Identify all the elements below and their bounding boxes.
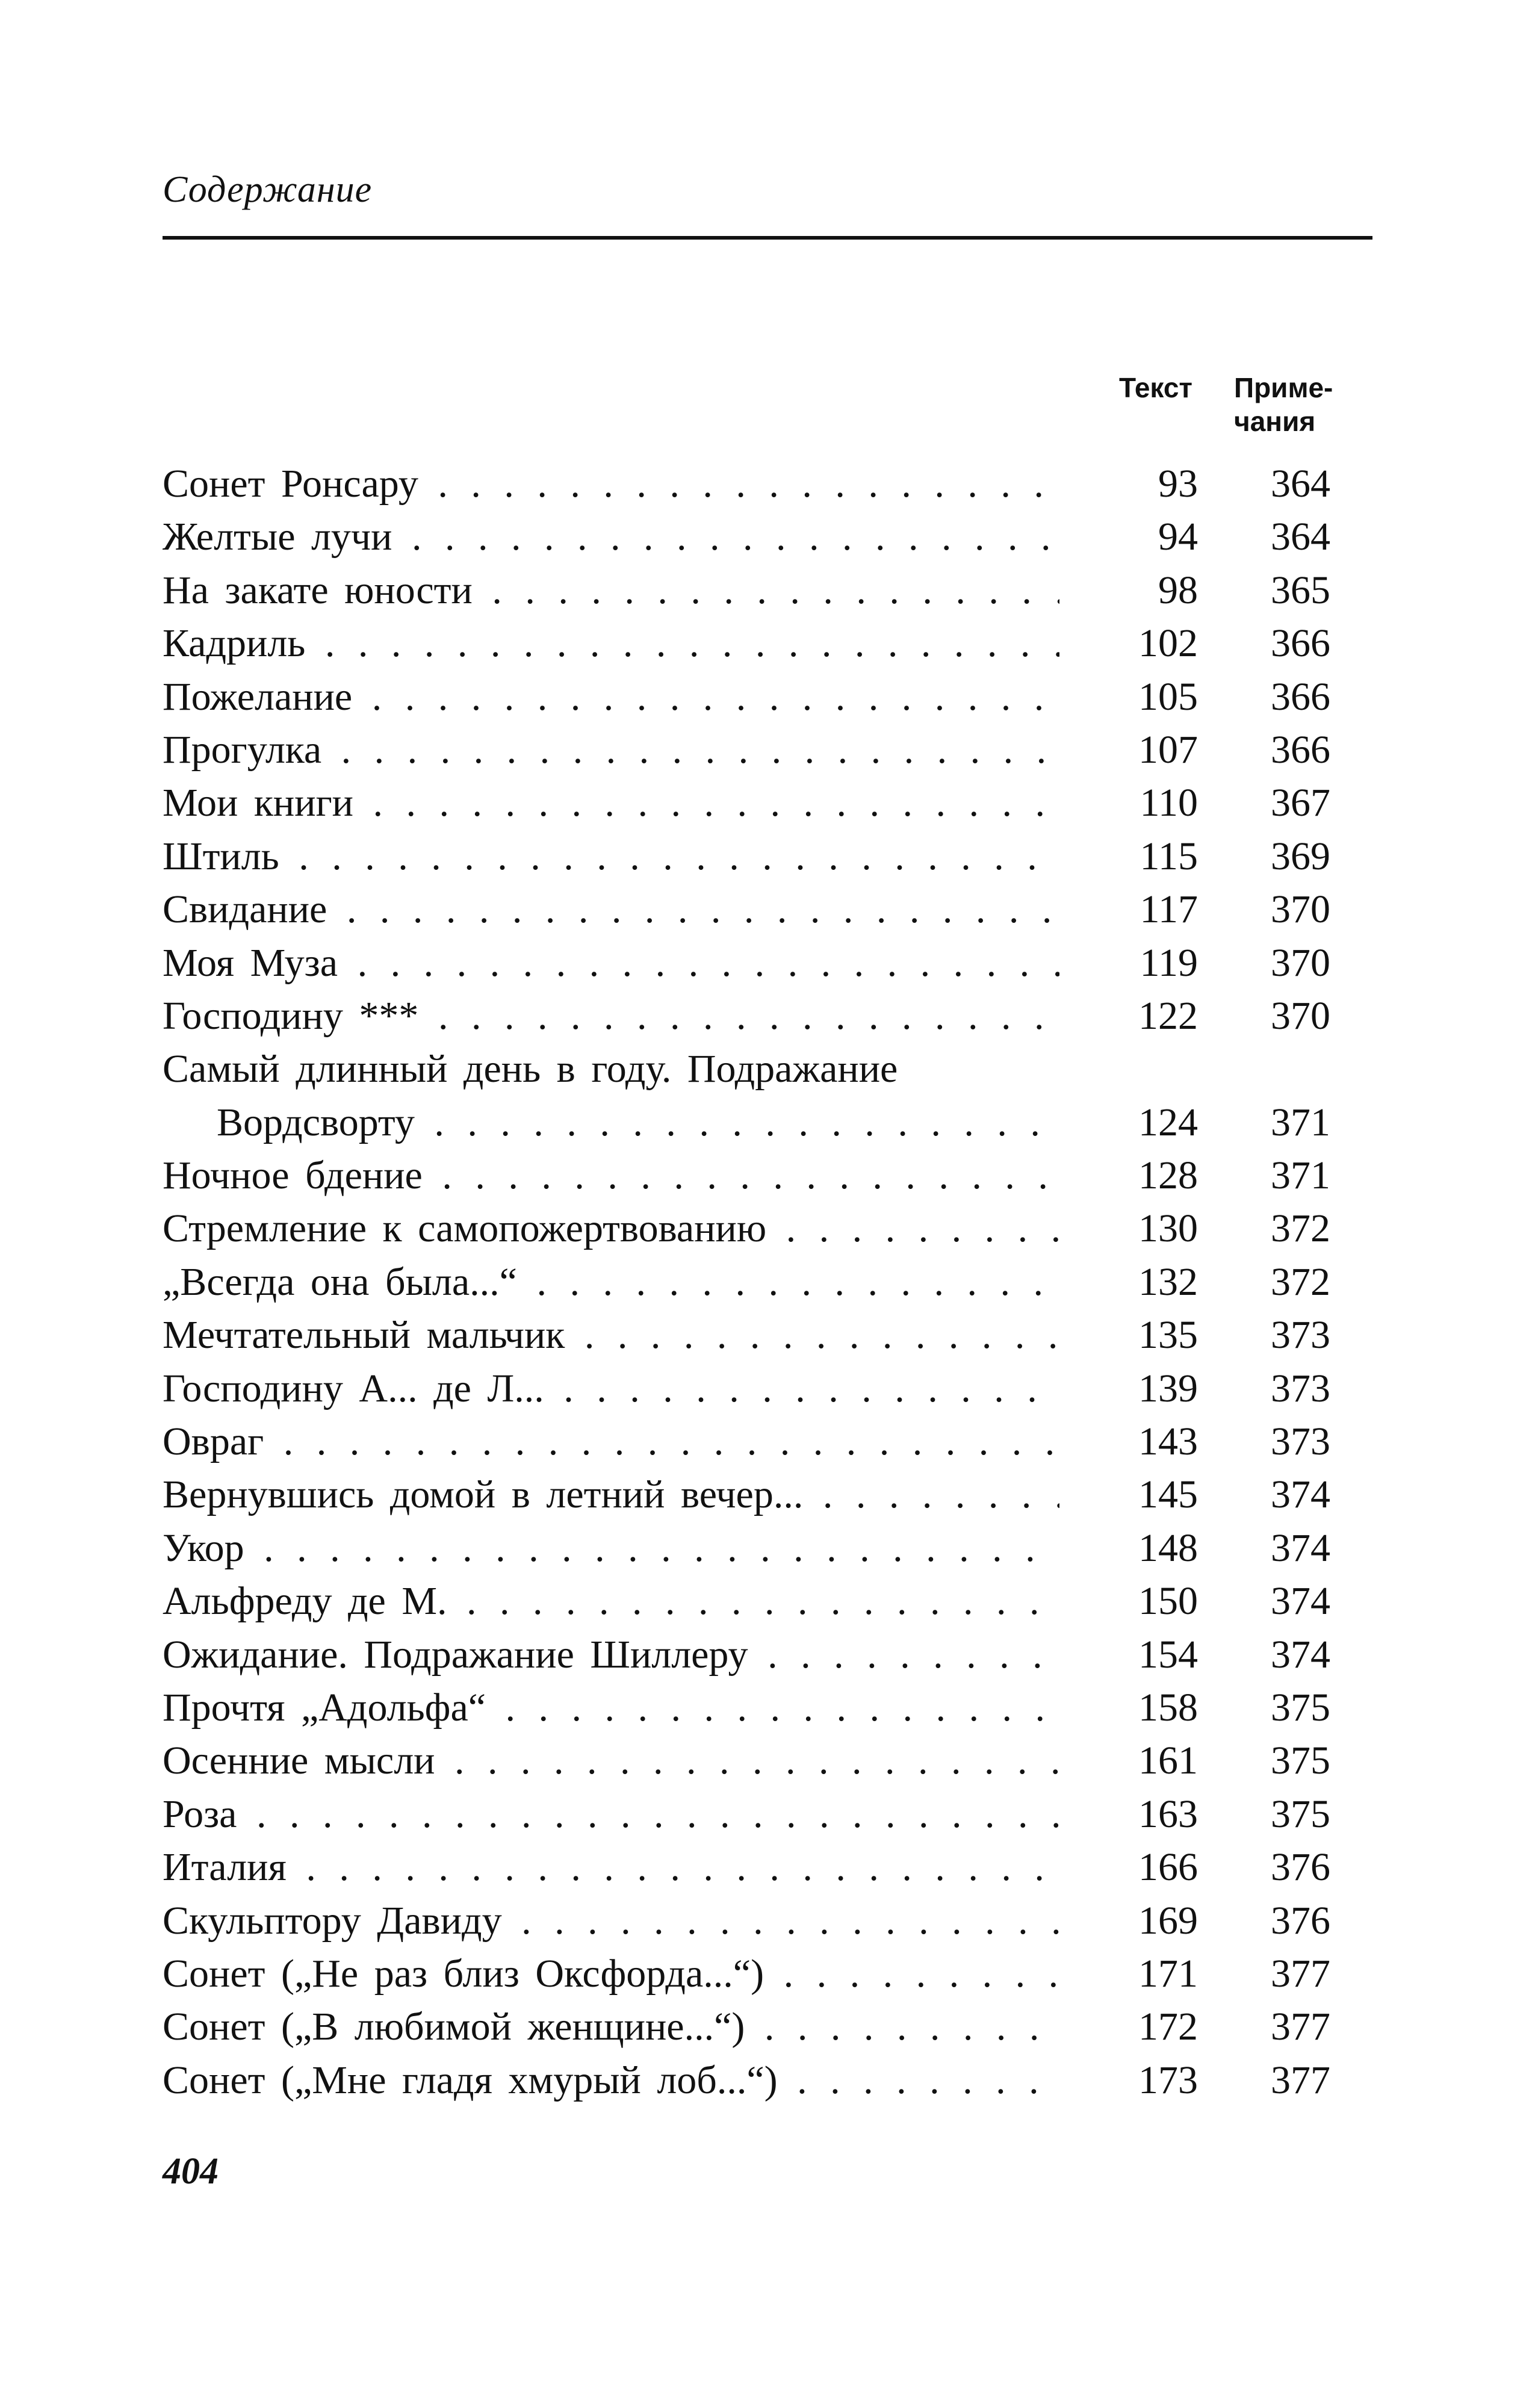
column-header-text: Текст xyxy=(1119,372,1192,403)
toc-entry xyxy=(163,671,1366,724)
toc-entry-notes-page: 371 xyxy=(1271,1100,1330,1144)
toc-entry-text-page: 148 xyxy=(1138,1525,1198,1570)
toc-entry-notes-page: 373 xyxy=(1271,1313,1330,1358)
toc-entry-title: Кадриль . . xyxy=(163,617,1059,670)
toc-entry-title: На закате юности . . xyxy=(163,564,1059,617)
toc-entry-notes-page: 375 xyxy=(1271,1739,1330,1783)
toc-entry-text-page: 93 xyxy=(1158,462,1198,506)
toc-entry-text-page: 172 xyxy=(1138,2005,1198,2049)
toc-entry-text-page: 132 xyxy=(1138,1259,1198,1304)
toc-entry-title: Стремление к самопожертвованию . . xyxy=(163,1202,1059,1255)
toc-entry-title: Прочтя „Адольфа“ . . xyxy=(163,1681,1059,1734)
toc-entry-title: Господину А... де Л... . . xyxy=(163,1362,1059,1415)
toc-entry-text-page: 119 xyxy=(1140,940,1198,985)
toc-entry-title: Желтые лучи . . xyxy=(163,510,1059,563)
toc-entry-title: Сонет („В любимой женщине...“) . . xyxy=(163,2000,1059,2053)
toc-entry-notes-page: 374 xyxy=(1271,1579,1330,1624)
toc-entry-notes-page: 367 xyxy=(1271,781,1330,825)
toc-entry-notes-page: 377 xyxy=(1271,2058,1330,2102)
toc-entry-title: Вордсворту . . xyxy=(163,1096,1059,1149)
toc-entry-text-page: 105 xyxy=(1138,674,1198,719)
toc-entry-notes-page: 370 xyxy=(1271,940,1330,985)
toc-entry-notes-page: 366 xyxy=(1271,674,1330,719)
toc-entry-text-page: 139 xyxy=(1138,1366,1198,1410)
toc-entry xyxy=(163,564,1366,617)
toc-entry-text-page: 110 xyxy=(1140,781,1198,825)
toc-entry xyxy=(163,1841,1366,1894)
toc-entry-text-page: 130 xyxy=(1138,1206,1198,1251)
toc-entry-notes-page: 375 xyxy=(1271,1792,1330,1836)
toc-entry xyxy=(163,1734,1366,1787)
toc-entry-text-page: 166 xyxy=(1138,1845,1198,1890)
toc-entry xyxy=(163,510,1366,563)
toc-entry-text-page: 98 xyxy=(1158,568,1198,612)
toc-entry xyxy=(163,1468,1366,1521)
toc-entry-text-page: 173 xyxy=(1138,2058,1198,2102)
toc-entry xyxy=(163,458,1366,510)
toc-entry-notes-page: 374 xyxy=(1271,1632,1330,1677)
toc-entry-notes-page: 376 xyxy=(1271,1845,1330,1890)
toc-entry-notes-page: 373 xyxy=(1271,1420,1330,1464)
toc-entry xyxy=(163,1149,1366,1202)
toc-entry xyxy=(163,2000,1366,2053)
toc-entry-text-page: 115 xyxy=(1140,834,1198,878)
toc-entry xyxy=(163,1309,1366,1362)
toc-entry-notes-page: 374 xyxy=(1271,1525,1330,1570)
toc-entry-title: „Всегда она была...“ . . xyxy=(163,1256,1059,1309)
toc-entry xyxy=(163,1415,1366,1468)
toc-entry-text-page: 122 xyxy=(1138,993,1198,1038)
toc-entry-text-page: 150 xyxy=(1138,1579,1198,1624)
toc-entry-title: Пожелание . . xyxy=(163,671,1059,724)
toc-entry-text-page: 143 xyxy=(1138,1420,1198,1464)
toc-entry-text-page: 128 xyxy=(1138,1153,1198,1198)
toc-entry xyxy=(163,617,1366,670)
toc-entry xyxy=(163,1362,1366,1415)
toc-entry xyxy=(163,777,1366,830)
toc-entry-text-page: 135 xyxy=(1138,1313,1198,1358)
toc-entry-text-page: 171 xyxy=(1138,1951,1198,1996)
toc-entry xyxy=(163,1894,1366,1947)
toc-entry-title: Укор . . xyxy=(163,1522,1059,1575)
toc-entry-title: Осенние мысли . . xyxy=(163,1734,1059,1787)
toc-entry-text-page: 107 xyxy=(1138,727,1198,772)
table-of-contents xyxy=(163,458,1366,2107)
toc-entry-text-page: 158 xyxy=(1138,1685,1198,1730)
toc-entry-title: Италия . . xyxy=(163,1841,1059,1894)
column-header-notes-line1: Приме- xyxy=(1234,372,1333,403)
toc-entry-title: Свидание . . xyxy=(163,883,1059,936)
toc-entry xyxy=(163,724,1366,777)
toc-entry-notes-page: 369 xyxy=(1271,834,1330,878)
toc-entry xyxy=(163,2054,1366,2107)
toc-entry-notes-page: 366 xyxy=(1271,727,1330,772)
running-title: Содержание xyxy=(163,169,373,210)
toc-entry-title: Моя Муза . . xyxy=(163,937,1059,990)
toc-entry-title: Овраг . . xyxy=(163,1415,1059,1468)
toc-entry-notes-page: 377 xyxy=(1271,2005,1330,2049)
toc-entry-title: Прогулка . . xyxy=(163,724,1059,777)
toc-entry-title: Сонет („Мне гладя хмурый лоб...“) . . xyxy=(163,2054,1059,2107)
toc-entry-title: Сонет Ронсару . . xyxy=(163,458,1059,510)
toc-entry-text-page: 154 xyxy=(1138,1632,1198,1677)
toc-entry-text-page: 161 xyxy=(1138,1739,1198,1783)
toc-entry-notes-page: 365 xyxy=(1271,568,1330,612)
toc-entry-title: Мои книги . . xyxy=(163,777,1059,830)
toc-entry-notes-page: 370 xyxy=(1271,887,1330,932)
toc-entry-text-page: 163 xyxy=(1138,1792,1198,1836)
toc-entry-title: Скульптору Давиду . . xyxy=(163,1894,1059,1947)
toc-entry-text-page: 145 xyxy=(1138,1472,1198,1517)
toc-entry-text-page: 94 xyxy=(1158,515,1198,559)
toc-entry-text-page: 117 xyxy=(1140,887,1198,932)
toc-entry-notes-page: 372 xyxy=(1271,1206,1330,1251)
toc-entry xyxy=(163,1202,1366,1255)
toc-entry-title: Штиль . . xyxy=(163,830,1059,883)
column-header-notes xyxy=(1234,371,1354,438)
toc-entry-notes-page: 377 xyxy=(1271,1951,1330,1996)
toc-entry xyxy=(163,1096,1366,1149)
header-rule xyxy=(163,236,1372,240)
toc-entry xyxy=(163,937,1366,990)
toc-entry xyxy=(163,990,1366,1043)
toc-entry-title: Сонет („Не раз близ Оксфорда...“) . . xyxy=(163,1947,1059,2000)
toc-entry-notes-page: 370 xyxy=(1271,993,1330,1038)
toc-entry xyxy=(163,1788,1366,1841)
column-header-notes-line2: чания xyxy=(1234,406,1316,437)
toc-entry-title: Альфреду де М. . . xyxy=(163,1575,1059,1628)
toc-entry-title: Господину *** . . xyxy=(163,990,1059,1043)
toc-entry-title: Самый длинный день в году. Подражание xyxy=(163,1047,898,1091)
toc-entry xyxy=(163,830,1366,883)
toc-entry-notes-page: 364 xyxy=(1271,462,1330,506)
toc-entry xyxy=(163,1681,1366,1734)
toc-entry-title: Ночное бдение . . xyxy=(163,1149,1059,1202)
toc-entry xyxy=(163,1043,1366,1096)
toc-entry xyxy=(163,1628,1366,1681)
toc-entry-notes-page: 373 xyxy=(1271,1366,1330,1410)
toc-entry-notes-page: 366 xyxy=(1271,621,1330,666)
toc-entry-title: Роза . . xyxy=(163,1788,1059,1841)
toc-entry-notes-page: 364 xyxy=(1271,515,1330,559)
toc-entry-notes-page: 374 xyxy=(1271,1472,1330,1517)
toc-entry-notes-page: 372 xyxy=(1271,1259,1330,1304)
toc-entry xyxy=(163,1256,1366,1309)
toc-entry-notes-page: 371 xyxy=(1271,1153,1330,1198)
toc-entry xyxy=(163,1575,1366,1628)
toc-entry-notes-page: 376 xyxy=(1271,1898,1330,1943)
toc-entry-title: Мечтательный мальчик . . xyxy=(163,1309,1059,1362)
toc-entry-notes-page: 375 xyxy=(1271,1685,1330,1730)
toc-entry-text-page: 124 xyxy=(1138,1100,1198,1144)
toc-entry-text-page: 169 xyxy=(1138,1898,1198,1943)
toc-entry-title: Ожидание. Подражание Шиллеру . . xyxy=(163,1628,1059,1681)
toc-entry-text-page: 102 xyxy=(1138,621,1198,666)
toc-entry-title: Вернувшись домой в летний вечер... . . xyxy=(163,1468,1059,1521)
toc-entry xyxy=(163,1947,1366,2000)
toc-entry xyxy=(163,1522,1366,1575)
toc-entry xyxy=(163,883,1366,936)
page-number: 404 xyxy=(163,2151,219,2192)
